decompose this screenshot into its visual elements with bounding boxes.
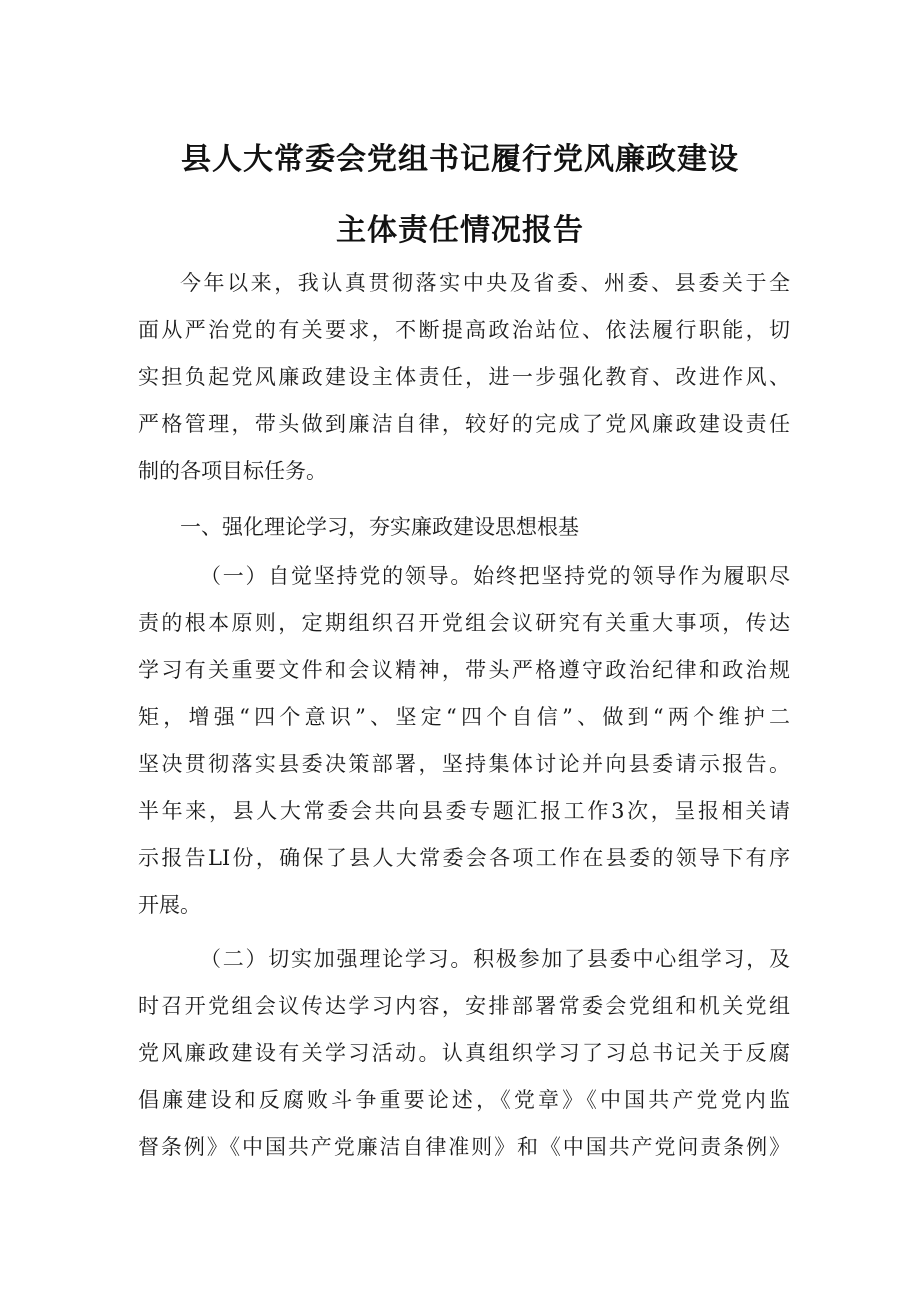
paragraph-2-line-8: 开展。 <box>138 893 201 917</box>
paragraph-2-line-3: 学习有关重要文件和会议精神，带头严格遵守政治纪律和政治规 <box>138 658 790 682</box>
paragraph-2-line-2: 责的根本原则，定期组织召开党组会议研究有关重大事项，传达 <box>138 611 790 635</box>
paragraph-3-line-1: （二）切实加强理论学习。积极参加了县委中心组学习，及 <box>200 947 790 971</box>
section-1-heading: 一、强化理论学习，夯实廉政建设思想根基 <box>180 515 579 539</box>
paragraph-1-line-4: 严格管理，带头做到廉洁自律，较好的完成了党风廉政建设责任 <box>138 412 790 436</box>
paragraph-1-line-1: 今年以来，我认真贯彻落实中央及省委、州委、县委关于全 <box>180 271 790 295</box>
paragraph-2-line-5: 坚决贯彻落实县委决策部署，坚持集体讨论并向县委请示报告。 <box>138 752 790 776</box>
document-title-line-1: 县人大常委会党组书记履行党风廉政建设 <box>181 142 739 177</box>
paragraph-2-line-6: 半年来，县人大常委会共向县委专题汇报工作3次，呈报相关请 <box>138 799 790 823</box>
document-title-line-2: 主体责任情况报告 <box>336 213 584 248</box>
paragraph-1-line-5: 制的各项目标任务。 <box>138 459 327 483</box>
paragraph-3-line-3: 党风廉政建设有关学习活动。认真组织学习了习总书记关于反腐 <box>138 1041 790 1065</box>
paragraph-2-line-7: 示报告LI份，确保了县人大常委会各项工作在县委的领导下有序 <box>138 846 790 870</box>
paragraph-1-line-3: 实担负起党风廉政建设主体责任，进一步强化教育、改进作风、 <box>138 365 790 389</box>
paragraph-2-line-1: （一）自觉坚持党的领导。始终把坚持党的领导作为履职尽 <box>200 564 790 588</box>
paragraph-1-line-2: 面从严治党的有关要求，不断提高政治站位、依法履行职能，切 <box>138 318 790 342</box>
paragraph-3-line-5: 督条例》《中国共产党廉洁自律准则》和《中国共产党问责条例》 <box>138 1135 790 1159</box>
paragraph-2-line-4: 矩，增强“四个意识”、坚定“四个自信”、做到“两个维护二 <box>138 705 790 729</box>
paragraph-3-line-4: 倡廉建设和反腐败斗争重要论述，《党章》《中国共产党党内监 <box>138 1088 790 1112</box>
paragraph-3-line-2: 时召开党组会议传达学习内容，安排部署常委会党组和机关党组 <box>138 994 790 1018</box>
